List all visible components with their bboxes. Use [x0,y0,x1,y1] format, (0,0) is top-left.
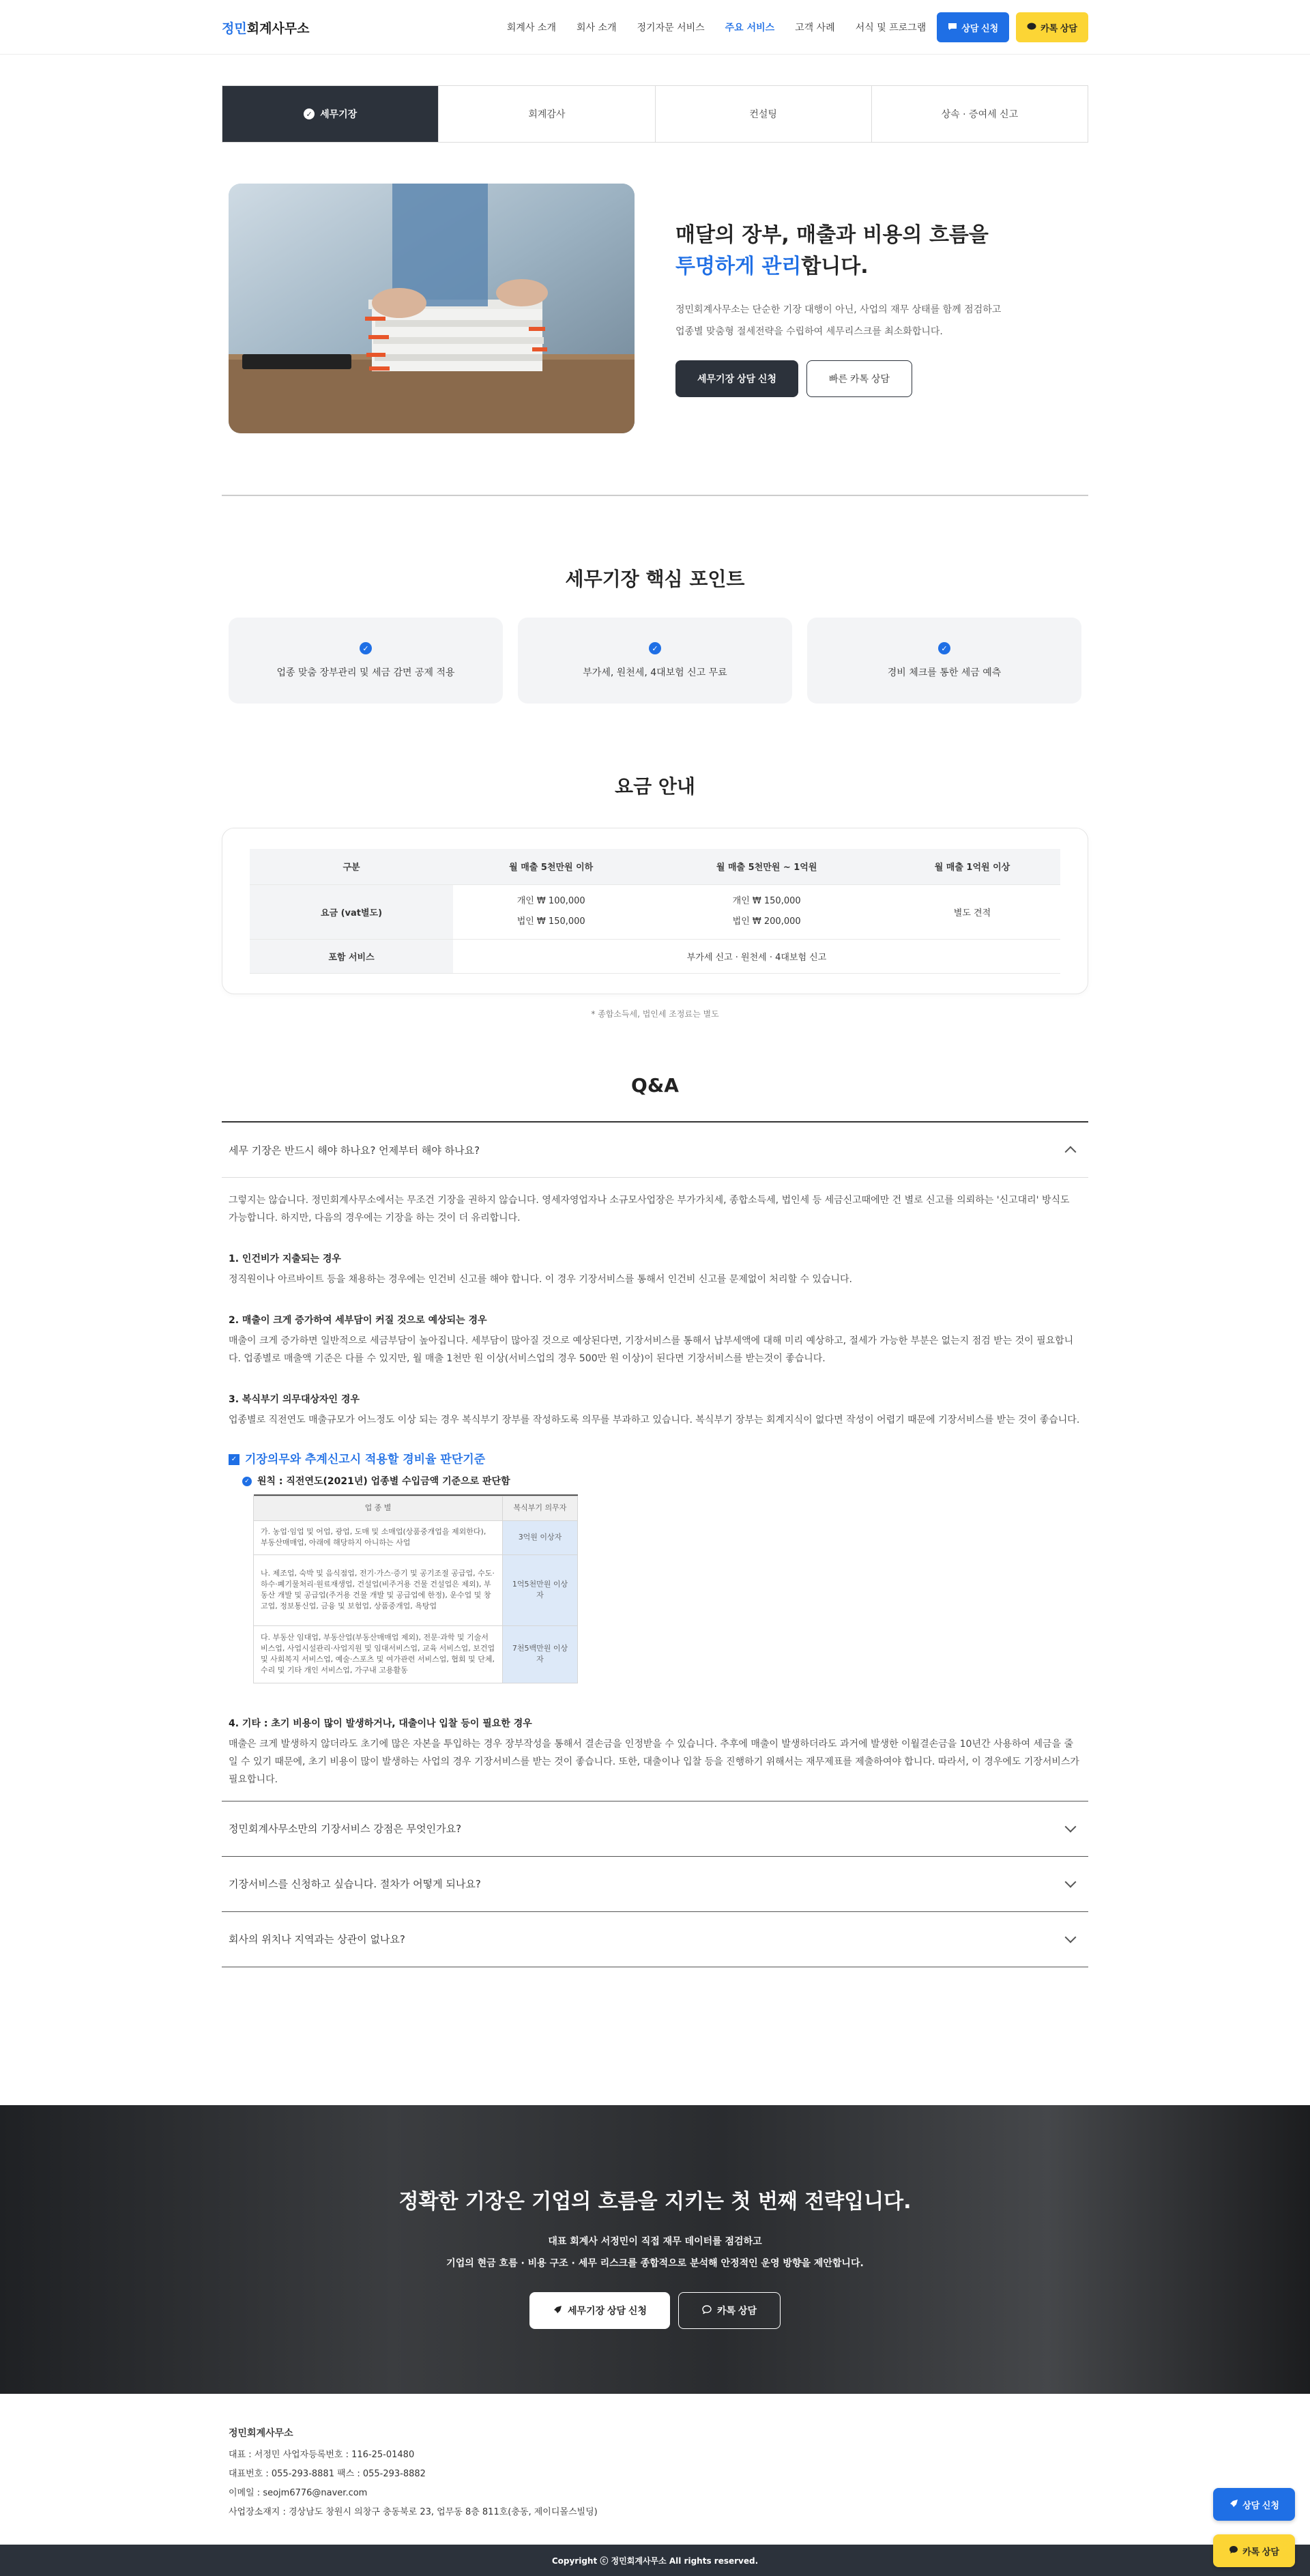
checkbox-icon: ✓ [229,1454,239,1465]
nav-item-forms[interactable]: 서식 및 프로그램 [855,23,927,33]
qna-accordion [222,1121,1088,1967]
cta-description: 대표 회계사 서정민이 직접 재무 데이터를 점검하고 기업의 현금 흐름 · 비용 구조 · 세무 리스크를 종합적으로 분석해 안정적인 운영 방향을 제안합니다. [446,2236,864,2269]
qa-question[interactable]: 정민회계사무소만의 기장서비스 강점은 무엇인가요? [222,1801,1088,1856]
pricing-card [222,828,1088,994]
pricing-title: 요금 안내 [615,775,695,798]
cta-consult-button[interactable]: 세무기장 상담 신청 [529,2292,670,2329]
nav-item-services[interactable]: 주요 서비스 [725,23,775,33]
tab-inheritance-tax[interactable]: 상속 · 증여세 신고 [941,109,1019,120]
standard-table: 업 종 별 복식부기 의무자 가. 농업·임업 및 어업, 광업, 도매 및 소매업(상품중개업을 제외한다), 부동산매매업, 아래에 해당하지 아니하는 사업 3억원 이상자 나. 제조업, 숙박 및 음식점업, 전기·가스·증기 및 공기조절 공급업, 수도·하수·폐기물처리·원료재생업, 건설업(비주거용 건물 건설업은 제외), 부동산 개발 및 공급업(주거용 건물 개발 및 공급업에 한정), 운수업 및 창고업, 정보통신업, 금융 및 보험업, 상품중개업, 욕탕업 1억5천만원 이상자 다. 부동산 임대업, 부동산업(부동산매매업 제외), 전문·과학 및 기술서비스업, 사업시설관리·사업지원 및 임대서비스업, 교육 서비스업, 보건업 및 사회복지 서비스업, 예술·스포츠 및 여가관련 서비스업, 협회 및 단체, 수리 및 기타 개인 서비스업, 가구내 고용활동 7천5백만원 이상자 [253,1494,578,1683]
standard-subtitle: ✓ 원칙 : 직전연도(2021년) 업종별 수입금액 기준으로 판단함 [229,1473,1081,1490]
nav-item-cases[interactable]: 고객 사례 [795,23,835,33]
main-nav [507,20,926,34]
hero-section [222,184,1088,433]
rocket-icon [553,2305,562,2317]
tab-consulting[interactable]: 컨설팅 [656,86,872,142]
points-list [222,618,1088,704]
hero-title: 매달의 장부, 매출과 비용의 흐름을 투명하게 관리합니다. [675,223,989,278]
chat-bubble-icon [1229,2545,1238,2556]
qa-item [222,1912,1088,1967]
floating-kakao-button[interactable]: 카톡 상담 [1213,2534,1295,2567]
nav-item-advisory[interactable]: 정기자문 서비스 [637,23,705,33]
rocket-icon [1229,2499,1238,2510]
copyright-bar: Copyright ⓒ 정민회계사무소 All rights reserved. [0,2545,1310,2576]
tab-audit[interactable]: 회계감사 [439,86,655,142]
chevron-down-icon [1065,1931,1077,1943]
nav-item-cpa-intro[interactable]: 회계사 소개 [506,23,556,33]
check-icon: ✓ [938,642,950,654]
qna-title: Q&A [631,1074,679,1097]
pricing-note: * 종합소득세, 법인세 조정료는 별도 [591,1009,719,1019]
qa-item [222,1123,1088,1801]
nav-item-company-intro[interactable]: 회사 소개 [576,23,617,33]
chat-icon [948,23,957,33]
header-kakao-button[interactable]: 카톡 상담 [1016,12,1088,42]
check-icon: ✓ [649,642,661,654]
hero-kakao-button[interactable]: 빠른 카톡 상담 [806,360,912,397]
point-card: ✓ 경비 체크를 통한 세금 예측 [807,618,1081,704]
service-tabs [222,85,1088,143]
qa-item [222,1801,1088,1857]
chevron-down-icon [1065,1821,1077,1832]
floating-buttons [1213,2488,1295,2567]
hero-description: 정민회계사무소는 단순한 기장 대행이 아닌, 사업의 재무 상태를 함께 점검하고 업종별 맞춤형 절세전략을 수립하여 세무리스크를 최소화합니다. [675,304,1002,337]
cta-banner [0,2105,1310,2394]
footer-info: 정민회계사무소 대표 : 서정민 사업자등록번호 : 116-25-01480 대표번호 : 055-293-8881 팩스 : 055-293-8882 이메일 : seojm6776@naver.com 사업장소재지 : 경상남도 창원시 의창구 충동북로 23, 업무동 8층 811호(충동, 제이디몰스빌딩) [229,2428,598,2517]
point-card: ✓ 업종 맞춤 장부관리 및 세금 감면 공제 적용 [229,618,503,704]
tab-bookkeeping[interactable]: ✓ 세무기장 [222,86,439,142]
check-icon: ✓ [304,108,315,119]
header-consult-button[interactable]: 상담 신청 [937,12,1009,42]
points-title: 세무기장 핵심 포인트 [565,568,745,590]
floating-consult-button[interactable]: 상담 신청 [1213,2488,1295,2521]
check-icon: ✓ [360,642,372,654]
chevron-down-icon [1065,1876,1077,1887]
qa-question[interactable]: 세무 기장은 반드시 해야 하나요? 언제부터 해야 하나요? [222,1123,1088,1177]
chat-bubble-icon [702,2305,712,2316]
chevron-up-icon [1065,1146,1077,1158]
site-header [0,0,1310,55]
section-divider [222,495,1088,496]
qa-question[interactable]: 회사의 위치나 지역과는 상관이 없나요? [222,1912,1088,1967]
qa-answer: 그렇지는 않습니다. 정민회계사무소에서는 무조건 기장을 권하지 않습니다. 영세자영업자나 소규모사업장은 부가가치세, 종합소득세, 법인세 등 세금신고때에만 건 별로 신고를 의뢰하는 '신고대리' 방식도 가능합니다. 하지만, 다음의 경우에는 기장을 하는 것이 더 유리합니다. 1. 인건비가 지출되는 경우 정직원이나 아르바이트 등을 채용하는 경우에는 인건비 신고를 해야 합니다. 이 경우 기장서비스를 통해서 인건비 신고를 문제없이 처리할 수 있습니다. 2. 매출이 크게 증가하여 세부담이 커질 것으로 예상되는 경우 매출이 크게 증가하면 일반적으로 세금부담이 높아집니다. 세부담이 많아질 것으로 예상된다면, 기장서비스를 통해서 납부세액에 대해 미리 예상하고, 절세가 가능한 부분은 없는지 점검 받는 것이 필요합니다. 업종별로 매출액 기준은 다를 수 있지만, 월 매출 1천만 원 이상(서비스업의 경우 500만 원 이상)이 된다면 기장서비스를 받는것이 좋습니다. 3. 복식부기 의무대상자인 경우 업종별로 직전연도 매출규모가 어느정도 이상 되는 경우 복식부기 장부를 작성하도록 의무를 부과하고 있습니다. 복식부기 장부는 회계지식이 없다면 작성이 어렵기 때문에 기장서비스를 받는 것이 좋습니다. ✓ 기장의무와 추계신고시 적용할 경비율 판단기준 ✓ 원칙 : 직전연도(2021년) 업종별 수입금액 기준으로 판단함 업 종 별 복식부기 의무자 가. 농업·임업 및 어업, 광업, 도매 및 소매업(상품중개업을 제외한다), 부동산매매업, 아래에 해당하지 아니하는 사업 3억원 이상자 나. 제조업, 숙박 및 음식점업, 전기·가스·증기 및 공기조절 공급업, 수도·하수·폐기물처리·원료재생업, 건설업(비주거용 건물 건설업은 제외), 부동산 개발 및 공급업(주거용 건물 개발 및 공급업에 한정), 운수업 및 창고업, 정보통신업, 금융 및 보험업, 상품중개업, 욕탕업 1억5천만원 이상자 다. 부동산 임대업, 부동산업(부동산매매업 제외), 전문·과학 및 기술서비스업, 사업시설관리·사업지원 및 임대서비스업, 교육 서비스업, 보건업 및 사회복지 서비스업, 예술·스포츠 및 여가관련 서비스업, 협회 및 단체, 수리 및 기타 개인 서비스업, 가구내 고용활동 7천5백만원 이상자 4. 기타 : 초기 비용이 많이 발생하거나, 대출이나 입찰 등이 필요한 경우 매출은 크게 발생하지 않더라도 초기에 많은 자본을 투입하는 경우 장부작성을 통해서 결손금을 인정받을 수 있습니다. 추후에 매출이 발생하더라도 과거에 발생한 이월결손금을 10년간 사용하여 세금을 줄일 수 있기 때문에, 초기 비용이 많이 발생하는 사업의 경우 기장서비스를 받는 것이 좋습니다. 또한, 대출이나 입찰 등을 진행하기 위해서는 재무제표를 제출하여야 합니다. 따라서, 이 경우에도 기장서비스가 필요합니다. [222,1177,1088,1801]
hero-consult-button[interactable]: 세무기장 상담 신청 [675,360,798,397]
qa-question[interactable]: 기장서비스를 신청하고 싶습니다. 절차가 어떻게 되나요? [222,1857,1088,1911]
standard-title: ✓ 기장의무와 추계신고시 적용할 경비율 판단기준 [229,1451,1081,1468]
logo[interactable]: 정민회계사무소 [222,20,310,36]
hero-documents-image [229,184,635,433]
kakao-chat-icon [1027,23,1036,33]
cta-kakao-button[interactable]: 카톡 상담 [678,2292,781,2329]
cta-title: 정확한 기장은 기업의 흐름을 지키는 첫 번째 전략입니다. [398,2190,912,2214]
pricing-table: 구분 월 매출 5천만원 이하 월 매출 5천만원 ~ 1억원 월 매출 1억원 이상 요금 (vat별도) 개인 ₩ 100,000 법인 ₩ 150,000 개인 ₩ 150,000 법인 ₩ 200,000 별도 견적 포함 서비스 부가세 신고 · 원천세 · 4대보험 신고 [250,849,1060,974]
point-card: ✓ 부가세, 원천세, 4대보험 신고 무료 [518,618,792,704]
qa-item [222,1857,1088,1912]
check-icon: ✓ [242,1477,252,1486]
